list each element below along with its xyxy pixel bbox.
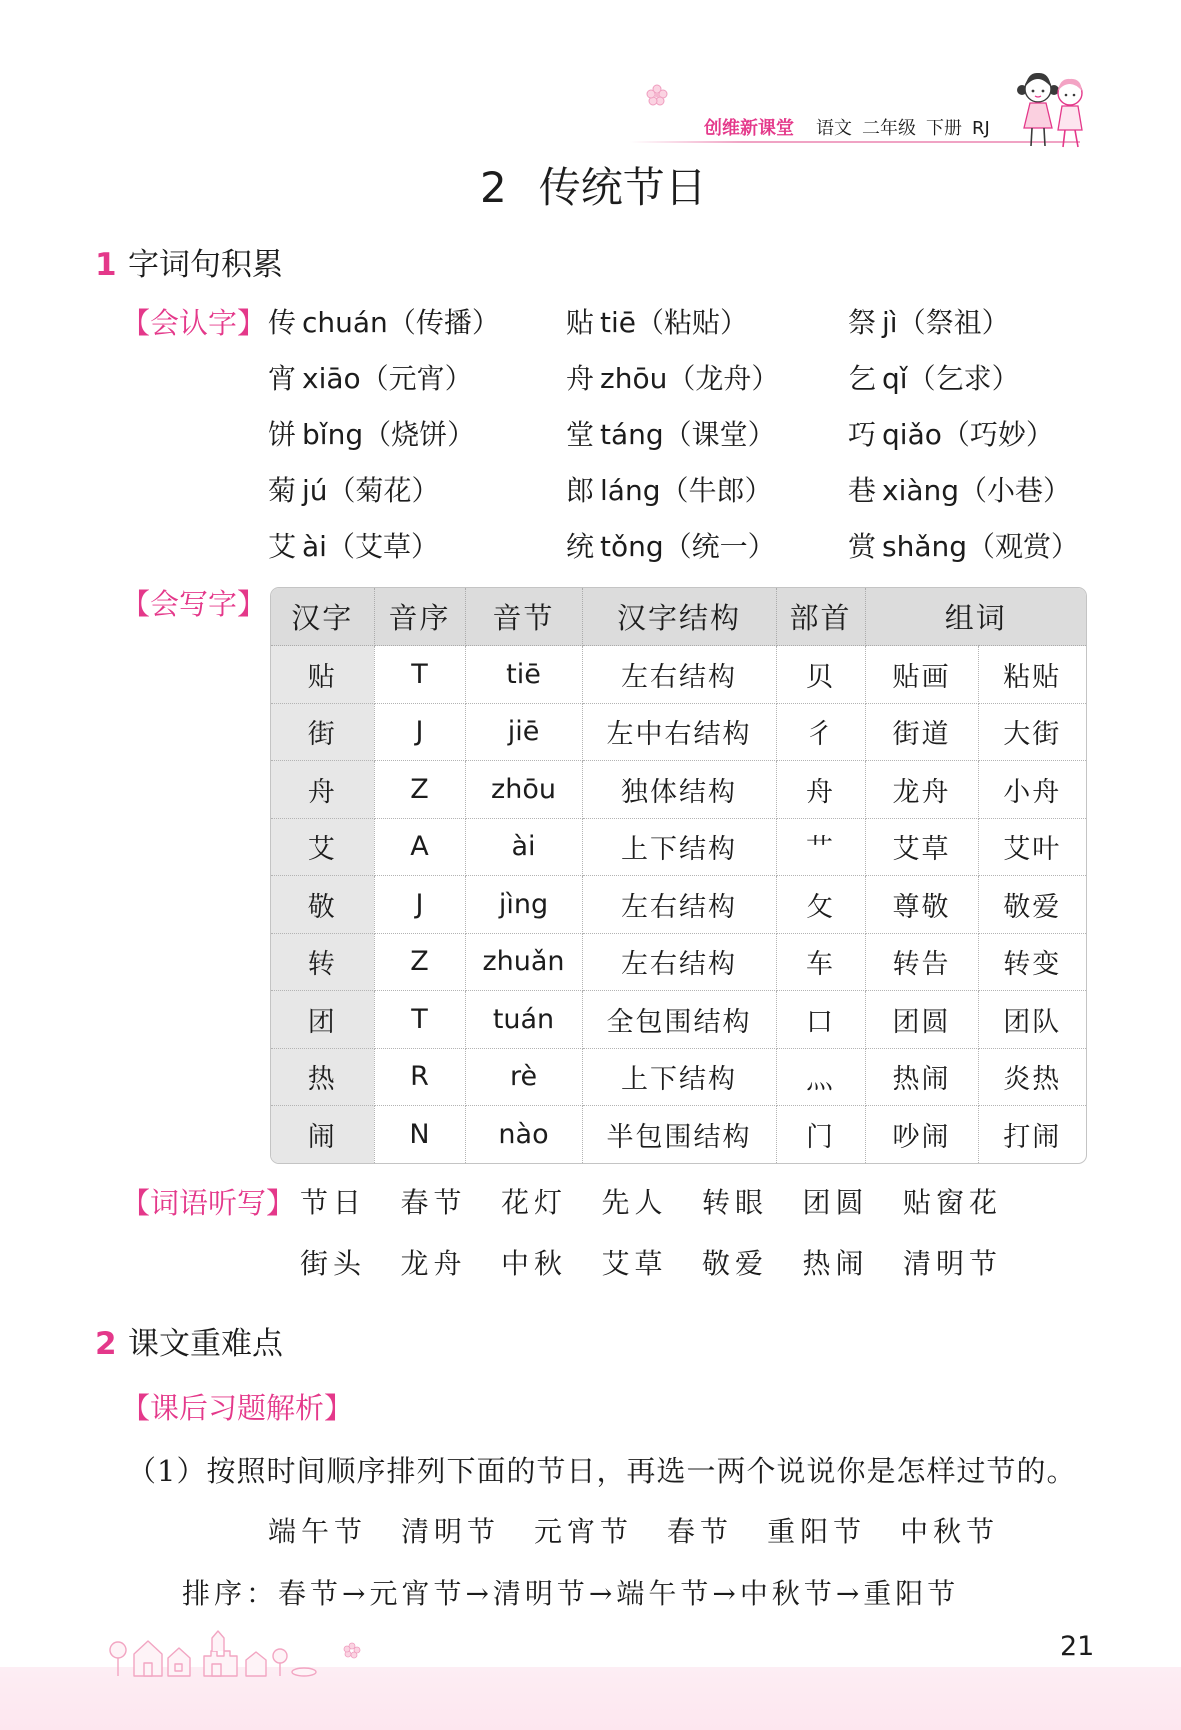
recognize-word: （艾草） bbox=[326, 530, 439, 563]
syllable-cell: rè bbox=[465, 1048, 582, 1106]
radical-cell: 灬 bbox=[776, 1048, 865, 1106]
recognize-char: 堂 bbox=[566, 418, 595, 451]
recognize-word: （小巷） bbox=[959, 474, 1072, 507]
table-row bbox=[271, 876, 1086, 934]
syllable-cell: zhōu bbox=[465, 761, 582, 819]
initial-cell: T bbox=[374, 991, 465, 1049]
dictation-word: 清明节 bbox=[903, 1247, 1003, 1280]
word-cell: 吵闹 bbox=[865, 1106, 978, 1163]
houses-decoration-icon bbox=[108, 1626, 370, 1680]
dictation-word: 中秋 bbox=[501, 1247, 568, 1280]
dictation-word: 敬爱 bbox=[702, 1247, 769, 1280]
subject: 语文 bbox=[816, 118, 852, 139]
recognize-item bbox=[268, 351, 566, 407]
recognize-pinyin: qiǎo bbox=[882, 418, 942, 451]
recognize-char: 传 bbox=[268, 306, 297, 339]
festival-list bbox=[268, 1514, 999, 1550]
recognize-char: 巧 bbox=[848, 418, 877, 451]
recognize-char: 菊 bbox=[268, 474, 297, 507]
recognize-item bbox=[848, 463, 1148, 519]
recognize-item bbox=[268, 407, 566, 463]
radical-cell: 门 bbox=[776, 1106, 865, 1163]
section-number: 1 bbox=[95, 247, 117, 283]
recognize-item bbox=[566, 463, 848, 519]
word-cell: 艾草 bbox=[865, 818, 978, 876]
recognize-word: （粘贴） bbox=[636, 306, 749, 339]
dictation-word: 节日 bbox=[300, 1186, 367, 1219]
header-divider bbox=[630, 141, 1080, 143]
recognize-item bbox=[566, 351, 848, 407]
recognize-pinyin: tǒng bbox=[600, 530, 664, 563]
initial-cell: R bbox=[374, 1048, 465, 1106]
table-row bbox=[271, 761, 1086, 819]
recognize-item bbox=[268, 295, 566, 351]
table-row bbox=[271, 933, 1086, 991]
structure-cell: 上下结构 bbox=[582, 818, 776, 876]
table-header-row bbox=[271, 588, 1086, 646]
recognize-pinyin: láng bbox=[600, 474, 661, 507]
recognize-char: 艾 bbox=[268, 530, 297, 563]
table-row bbox=[271, 1106, 1086, 1163]
table-row bbox=[271, 818, 1086, 876]
festival-item: 重阳节 bbox=[767, 1515, 867, 1548]
syllable-cell: tuán bbox=[465, 991, 582, 1049]
festival-item: 清明节 bbox=[401, 1515, 501, 1548]
header-radical: 部首 bbox=[776, 588, 865, 646]
word-cell: 大街 bbox=[978, 703, 1086, 761]
dictation-word: 艾草 bbox=[601, 1247, 668, 1280]
hanzi-cell: 闹 bbox=[271, 1106, 374, 1163]
recognize-pinyin: jì bbox=[882, 306, 898, 339]
section-title: 字词句积累 bbox=[128, 247, 283, 283]
dictation-word: 街头 bbox=[300, 1247, 367, 1280]
festival-item: 中秋节 bbox=[900, 1515, 1000, 1548]
recognize-word: （传播） bbox=[387, 306, 500, 339]
recognize-word: （祭祖） bbox=[897, 306, 1010, 339]
festival-item: 春节 bbox=[667, 1515, 734, 1548]
dictation-words bbox=[300, 1185, 1004, 1307]
word-cell: 热闹 bbox=[865, 1048, 978, 1106]
exercises-label: 【课后习题解析】 bbox=[121, 1391, 354, 1425]
recognize-word: （统一） bbox=[663, 530, 776, 563]
write-label: 【会写字】 bbox=[121, 587, 267, 621]
dictation-word: 贴窗花 bbox=[903, 1186, 1003, 1219]
structure-cell: 全包围结构 bbox=[582, 991, 776, 1049]
word-cell: 贴画 bbox=[865, 646, 978, 704]
radical-cell: 舟 bbox=[776, 761, 865, 819]
recognize-char: 祭 bbox=[848, 306, 877, 339]
brand-name: 创维新课堂 bbox=[704, 118, 794, 139]
word-cell: 小舟 bbox=[978, 761, 1086, 819]
hanzi-cell: 团 bbox=[271, 991, 374, 1049]
hanzi-cell: 舟 bbox=[271, 761, 374, 819]
word-cell: 龙舟 bbox=[865, 761, 978, 819]
word-cell: 转变 bbox=[978, 933, 1086, 991]
flower-icon bbox=[646, 84, 668, 106]
syllable-cell: jìng bbox=[465, 876, 582, 934]
recognize-pinyin: bǐng bbox=[302, 418, 364, 451]
dictation-word: 转眼 bbox=[702, 1186, 769, 1219]
structure-cell: 左中右结构 bbox=[582, 703, 776, 761]
recognize-word: （课堂） bbox=[663, 418, 776, 451]
structure-cell: 左右结构 bbox=[582, 933, 776, 991]
recognize-word: （菊花） bbox=[327, 474, 440, 507]
recognize-pinyin: xiàng bbox=[882, 474, 960, 507]
table-row bbox=[271, 991, 1086, 1049]
recognize-item bbox=[268, 519, 566, 575]
recognize-pinyin: xiāo bbox=[302, 362, 361, 395]
recognize-char: 郎 bbox=[566, 474, 595, 507]
recognize-item bbox=[566, 407, 848, 463]
exercise-question: （1）按照时间顺序排列下面的节日，再选一两个说说你是怎样过节的。 bbox=[127, 1454, 1077, 1488]
recognize-char: 贴 bbox=[566, 306, 595, 339]
table-row bbox=[271, 703, 1086, 761]
word-cell: 艾叶 bbox=[978, 818, 1086, 876]
dictation-label: 【词语听写】 bbox=[121, 1186, 296, 1220]
lesson-title-text: 传统节日 bbox=[538, 163, 707, 212]
word-cell: 敬爱 bbox=[978, 876, 1086, 934]
word-cell: 团圆 bbox=[865, 991, 978, 1049]
lesson-number: 2 bbox=[480, 163, 507, 212]
header-structure: 汉字结构 bbox=[582, 588, 776, 646]
header-words: 组词 bbox=[865, 588, 1086, 646]
recognize-char: 宵 bbox=[268, 362, 297, 395]
syllable-cell: jiē bbox=[465, 703, 582, 761]
festival-item: 元宵节 bbox=[534, 1515, 634, 1548]
dictation-word: 春节 bbox=[400, 1186, 467, 1219]
table-row bbox=[271, 1048, 1086, 1106]
initial-cell: Z bbox=[374, 761, 465, 819]
recognize-item bbox=[566, 295, 848, 351]
dictation-word: 花灯 bbox=[501, 1186, 568, 1219]
word-cell: 尊敬 bbox=[865, 876, 978, 934]
recognize-item bbox=[848, 351, 1148, 407]
hanzi-cell: 贴 bbox=[271, 646, 374, 704]
structure-cell: 左右结构 bbox=[582, 876, 776, 934]
recognize-pinyin: zhōu bbox=[600, 362, 668, 395]
structure-cell: 半包围结构 bbox=[582, 1106, 776, 1163]
recognize-char: 舟 bbox=[566, 362, 595, 395]
recognize-pinyin: qǐ bbox=[882, 362, 908, 395]
word-cell: 转告 bbox=[865, 933, 978, 991]
dictation-word: 团圆 bbox=[802, 1186, 869, 1219]
hanzi-cell: 艾 bbox=[271, 818, 374, 876]
festival-item: 端午节 bbox=[268, 1515, 368, 1548]
hanzi-cell: 街 bbox=[271, 703, 374, 761]
section-number: 2 bbox=[95, 1326, 117, 1362]
recognize-word: （巧妙） bbox=[941, 418, 1054, 451]
dictation-word: 热闹 bbox=[802, 1247, 869, 1280]
section-1-heading bbox=[95, 247, 283, 283]
structure-cell: 左右结构 bbox=[582, 646, 776, 704]
initial-cell: T bbox=[374, 646, 465, 704]
recognize-char: 饼 bbox=[268, 418, 297, 451]
volume: 下册 bbox=[926, 118, 962, 139]
recognize-char: 乞 bbox=[848, 362, 877, 395]
radical-cell: 艹 bbox=[776, 818, 865, 876]
section-title: 课文重难点 bbox=[128, 1326, 283, 1362]
lesson-title bbox=[480, 162, 707, 214]
recognize-word: （龙舟） bbox=[667, 362, 780, 395]
table-row bbox=[271, 646, 1086, 704]
recognize-pinyin: táng bbox=[600, 418, 664, 451]
recognize-item bbox=[848, 407, 1148, 463]
radical-cell: 攵 bbox=[776, 876, 865, 934]
initial-cell: Z bbox=[374, 933, 465, 991]
recognize-word: （元宵） bbox=[360, 362, 473, 395]
initial-cell: J bbox=[374, 876, 465, 934]
recognize-item bbox=[268, 463, 566, 519]
syllable-cell: ài bbox=[465, 818, 582, 876]
edition: RJ bbox=[972, 118, 990, 139]
recognize-pinyin: chuán bbox=[302, 306, 388, 339]
structure-cell: 独体结构 bbox=[582, 761, 776, 819]
exercise-answer: 排序：春节→元宵节→清明节→端午节→中秋节→重阳节 bbox=[182, 1577, 960, 1610]
recognize-pinyin: shǎng bbox=[882, 530, 968, 563]
initial-cell: N bbox=[374, 1106, 465, 1163]
hanzi-cell: 转 bbox=[271, 933, 374, 991]
recognize-pinyin: jú bbox=[302, 474, 328, 507]
recognize-word: （烧饼） bbox=[363, 418, 476, 451]
recognize-pinyin: tiē bbox=[600, 306, 636, 339]
recognize-item bbox=[566, 519, 848, 575]
radical-cell: 彳 bbox=[776, 703, 865, 761]
hanzi-cell: 敬 bbox=[271, 876, 374, 934]
initial-cell: J bbox=[374, 703, 465, 761]
recognize-grid bbox=[268, 295, 1148, 575]
dictation-word: 先人 bbox=[601, 1186, 668, 1219]
radical-cell: 车 bbox=[776, 933, 865, 991]
structure-cell: 上下结构 bbox=[582, 1048, 776, 1106]
syllable-cell: tiē bbox=[465, 646, 582, 704]
recognize-label: 【会认字】 bbox=[121, 306, 267, 340]
syllable-cell: zhuǎn bbox=[465, 933, 582, 991]
recognize-word: （牛郎） bbox=[660, 474, 773, 507]
syllable-cell: nào bbox=[465, 1106, 582, 1163]
header-hanzi: 汉字 bbox=[271, 588, 374, 646]
page-number: 21 bbox=[1060, 1631, 1095, 1662]
header-syllable: 音节 bbox=[465, 588, 582, 646]
recognize-word: （观赏） bbox=[967, 530, 1080, 563]
recognize-char: 巷 bbox=[848, 474, 877, 507]
word-cell: 打闹 bbox=[1003, 1121, 1062, 1153]
word-cell: 街道 bbox=[865, 703, 978, 761]
radical-cell: 贝 bbox=[776, 646, 865, 704]
page-header bbox=[704, 117, 990, 141]
hanzi-cell: 热 bbox=[271, 1048, 374, 1106]
recognize-word: （乞求） bbox=[907, 362, 1020, 395]
initial-cell: A bbox=[374, 818, 465, 876]
section-2-heading bbox=[95, 1326, 283, 1362]
radical-cell: 口 bbox=[776, 991, 865, 1049]
recognize-item bbox=[848, 295, 1148, 351]
word-cell: 粘贴 bbox=[978, 646, 1086, 704]
recognize-pinyin: ài bbox=[302, 530, 327, 563]
cartoon-kids-icon bbox=[1016, 66, 1092, 152]
recognize-item bbox=[848, 519, 1148, 575]
writing-table bbox=[270, 587, 1087, 1164]
grade: 二年级 bbox=[862, 118, 916, 139]
header-initial: 音序 bbox=[374, 588, 465, 646]
dictation-word: 龙舟 bbox=[400, 1247, 467, 1280]
word-cell: 炎热 bbox=[978, 1048, 1086, 1106]
recognize-char: 统 bbox=[566, 530, 595, 563]
word-cell: 团队 bbox=[978, 991, 1086, 1049]
recognize-char: 赏 bbox=[848, 530, 877, 563]
